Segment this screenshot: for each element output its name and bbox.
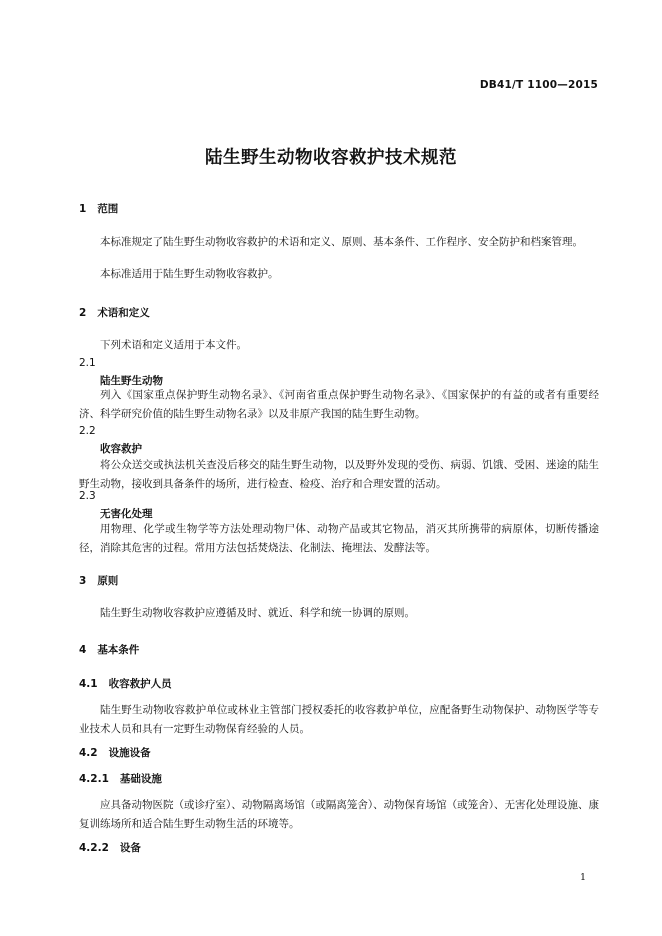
section-number: 4.2 [79,747,98,759]
section-title: 设施设备 [108,747,151,759]
section-4-1-heading [79,676,172,691]
section-title: 原则 [97,575,119,587]
section-4-2-1-heading [79,771,162,786]
section-title: 收容救护人员 [108,678,172,690]
section-number: 2 [79,307,87,319]
document-title: 陆生野生动物收容救护技术规范 [205,148,457,168]
section-3-heading [79,573,118,588]
section-number: 3 [79,575,87,587]
term-2-1-definition: 列入《国家重点保护野生动物名录》、《河南省重点保护野生动物名录》、《国家保护的有益的或者有重要经济、科学研究价值的陆生野生动物名录》以及非原产我国的陆生野生动物。 [79,389,599,420]
page-number: 1 [579,872,586,883]
term-2-3-definition: 用物理、化学或生物学等方法处理动物尸体、动物产品或其它物品，消灭其所携带的病原体，切断传播途径，消除其危害的过程。常用方法包括焚烧法、化制法、掩埋法、发酵法等。 [79,523,599,554]
term-2-1-name: 陆生野生动物 [100,375,163,387]
section-1-paragraph-1: 本标准规定了陆生野生动物收容救护的术语和定义、原则、基本条件、工作程序、安全防护和档案管理。 [100,236,583,248]
section-title: 基本条件 [97,644,140,656]
term-2-3-number: 2.3 [79,490,96,502]
term-2-2-number: 2.2 [79,425,96,437]
section-1-heading [79,201,118,216]
term-2-2-name: 收容救护 [100,443,142,455]
section-title: 基础设施 [119,773,162,785]
section-4-2-2-heading [79,840,141,855]
section-2-intro: 下列术语和定义适用于本文件。 [100,339,247,351]
standard-code: DB41/T 1100—2015 [479,79,598,91]
term-2-2-definition: 将公众送交或执法机关查没后移交的陆生野生动物，以及野外发现的受伤、病弱、饥饿、受困、迷途的陆生野生动物，接收到具备条件的场所，进行检查、检疫、治疗和合理安置的活动。 [79,459,599,490]
section-title: 设备 [119,842,141,854]
term-2-1-number: 2.1 [79,357,96,369]
section-4-heading [79,642,139,657]
section-4-1-paragraph-1: 陆生野生动物收容救护单位或林业主管部门授权委托的收容救护单位，应配备野生动物保护、动物医学等专业技术人员和具有一定野生动物保育经验的人员。 [79,704,599,735]
section-number: 4.1 [79,678,98,690]
section-number: 4 [79,644,87,656]
section-1-paragraph-2: 本标准适用于陆生野生动物收容救护。 [100,268,279,280]
section-number: 4.2.2 [79,842,109,854]
section-4-2-1-paragraph-1: 应具备动物医院（或诊疗室）、动物隔离场馆（或隔离笼舍）、动物保育场馆（或笼舍）、无害化处理设施、康复训练场所和适合陆生野生动物生活的环境等。 [79,799,599,830]
section-title: 范围 [97,203,119,215]
section-2-heading [79,305,150,320]
section-4-2-heading [79,745,151,760]
section-number: 4.2.1 [79,773,109,785]
section-title: 术语和定义 [97,307,150,319]
term-2-3-name: 无害化处理 [100,508,153,520]
section-3-paragraph-1: 陆生野生动物收容救护应遵循及时、就近、科学和统一协调的原则。 [100,607,415,619]
section-number: 1 [79,203,87,215]
